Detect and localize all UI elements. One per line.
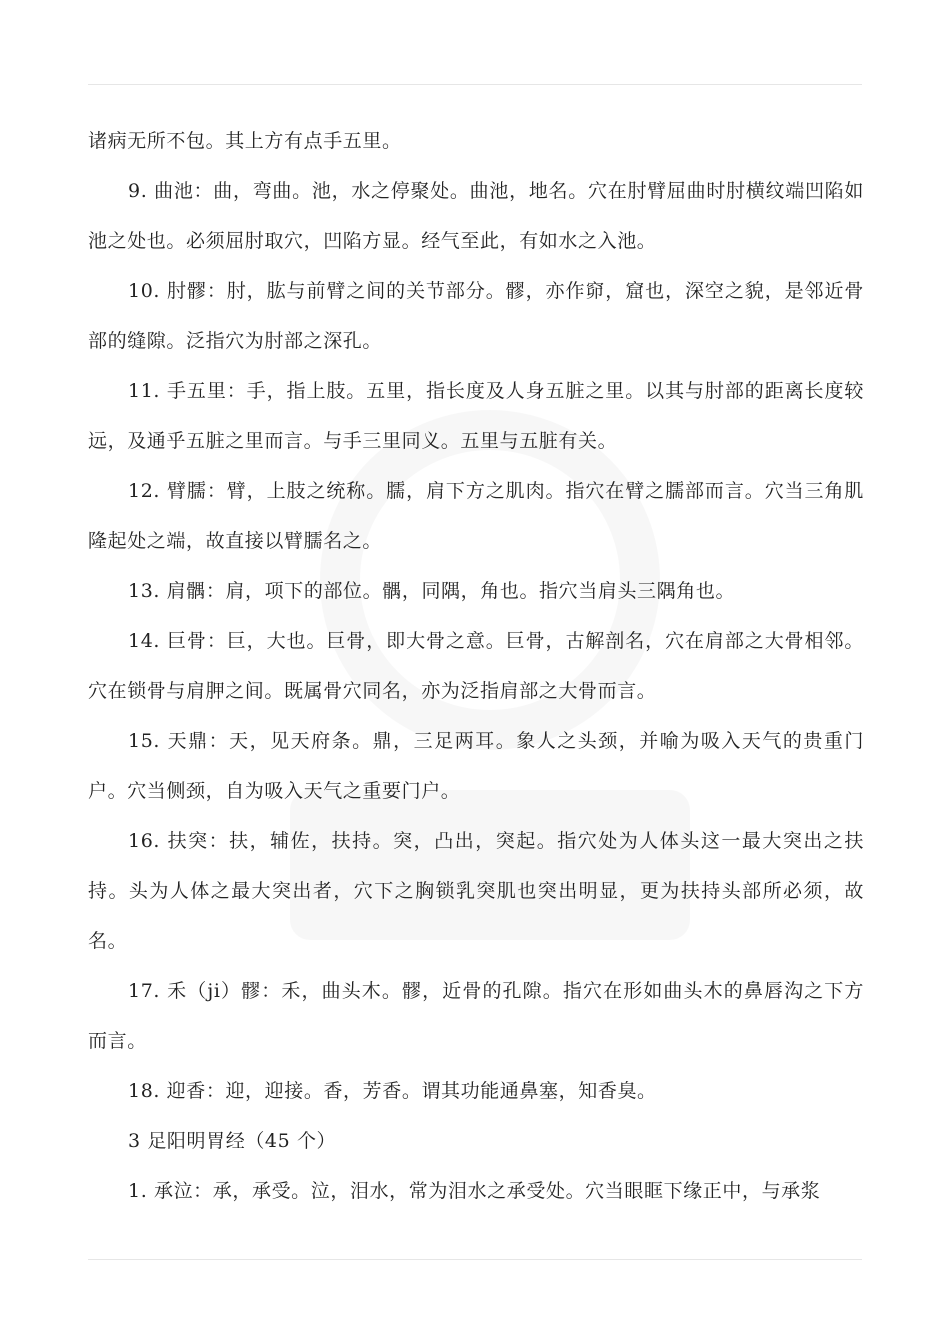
document-body	[88, 116, 864, 1216]
paragraph-quchi: 9. 曲池：曲，弯曲。池，水之停聚处。曲池，地名。穴在肘臂屈曲时肘横纹端凹陷如池之处也。必须屈肘取穴，凹陷方显。经气至此，有如水之入池。	[88, 180, 864, 252]
paragraph-tianding: 15. 天鼎：天，见天府条。鼎，三足两耳。象人之头颈，并喻为吸入天气的贵重门户。穴当侧颈，自为吸入天气之重要门户。	[88, 730, 864, 802]
section-heading-stomach-meridian: 3 足阳明胃经（45 个）	[128, 1130, 337, 1152]
footer-rule	[88, 1259, 862, 1260]
paragraph-binao: 12. 臂臑：臂，上肢之统称。臑，肩下方之肌肉。指穴在臂之臑部而言。穴当三角肌隆起处之端，故直接以臂臑名之。	[88, 480, 864, 552]
paragraph-jianyu: 13. 肩髃：肩，项下的部位。髃，同隅，角也。指穴当肩头三隅角也。	[128, 580, 736, 602]
paragraph-heliao: 17. 禾（ji）髎：禾，曲头木。髎，近骨的孔隙。指穴在形如曲头木的鼻唇沟之下方而言。	[88, 980, 864, 1052]
paragraph-continuation: 诸病无所不包。其上方有点手五里。	[88, 130, 402, 152]
paragraph-jugu: 14. 巨骨：巨，大也。巨骨，即大骨之意。巨骨，古解剖名，穴在肩部之大骨相邻。穴在锁骨与肩胛之间。既属骨穴同名，亦为泛指肩部之大骨而言。	[88, 630, 864, 702]
paragraph-yingxiang: 18. 迎香：迎，迎接。香，芳香。谓其功能通鼻塞，知香臭。	[128, 1080, 657, 1102]
paragraph-futu: 16. 扶突：扶，辅佐，扶持。突，凸出，突起。指穴处为人体头这一最大突出之扶持。头为人体之最大突出者，穴下之胸锁乳突肌也突出明显，更为扶持头部所必须，故名。	[88, 830, 864, 952]
header-rule	[88, 84, 862, 85]
paragraph-zhouliao: 10. 肘髎：肘，肱与前臂之间的关节部分。髎，亦作窌，窟也，深空之貌，是邻近骨部的缝隙。泛指穴为肘部之深孔。	[88, 280, 864, 352]
paragraph-chengqi: 1. 承泣：承，承受。泣，泪水，常为泪水之承受处。穴当眼眶下缘正中，与承浆	[128, 1180, 821, 1202]
paragraph-shouwuli: 11. 手五里：手，指上肢。五里，指长度及人身五脏之里。以其与肘部的距离长度较远，及通乎五脏之里而言。与手三里同义。五里与五脏有关。	[88, 380, 864, 452]
